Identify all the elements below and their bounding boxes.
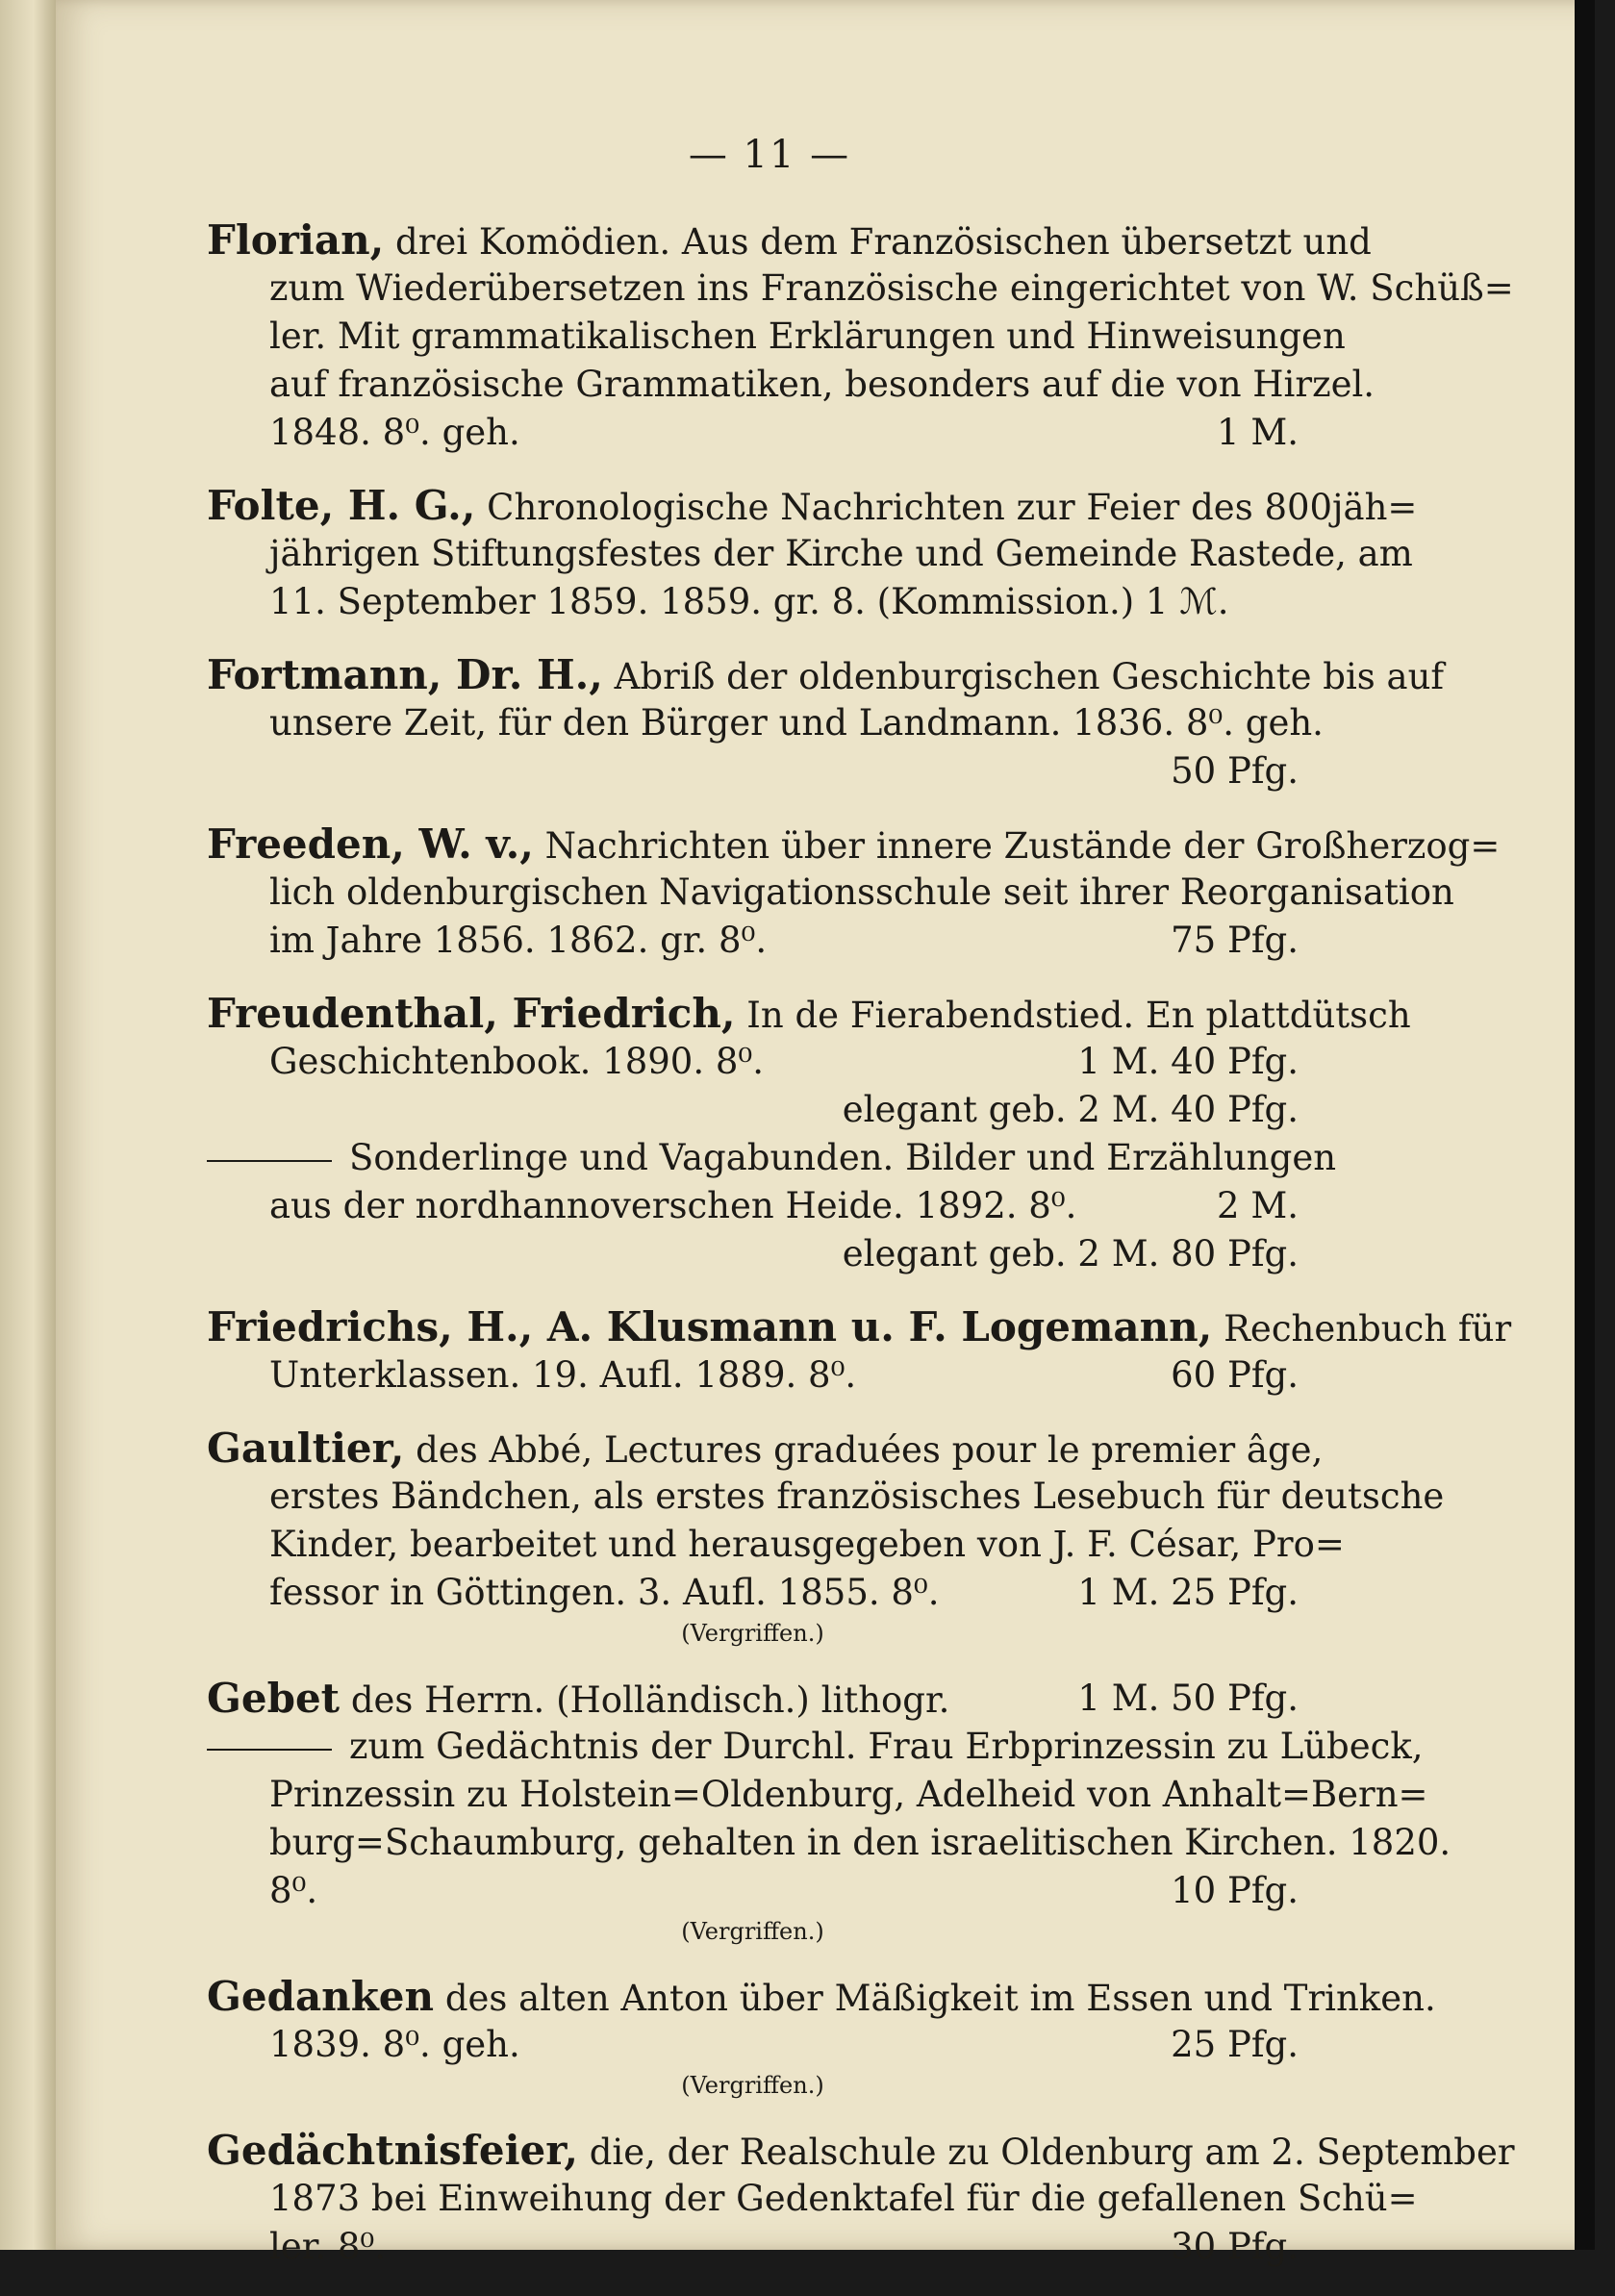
entry-text-segment xyxy=(207,1425,1324,1472)
entry-text-segment xyxy=(207,1137,1336,1178)
entry-text-segment xyxy=(207,2127,1515,2174)
entry-text: im Jahre 1856. 1862. gr. 8⁰. xyxy=(269,920,768,961)
entry-line xyxy=(207,1473,1445,1521)
entry-text-segment xyxy=(269,581,1229,622)
entry-line xyxy=(207,265,1514,313)
entry-text-segment xyxy=(269,702,1324,744)
entry-headword: Freeden, W. v., xyxy=(207,820,534,868)
entry-text-segment xyxy=(269,1569,940,1617)
out-of-print-note: (Vergriffen.) xyxy=(681,2072,824,2099)
entry-line xyxy=(207,313,1346,361)
entry-headword: Gedächtnisfeier, xyxy=(207,2127,578,2174)
entry-text: auf französische Grammatiken, besonders auf die von Hirzel. xyxy=(269,364,1375,405)
catalog-entry xyxy=(207,2127,1515,2271)
entry-text: 8⁰. xyxy=(269,1870,318,1911)
entry-text: Prinzessin zu Holstein=Oldenburg, Adelheid von Anhalt=Bern= xyxy=(269,1774,1428,1815)
catalog-entry xyxy=(207,651,1445,795)
entry-text-segment xyxy=(207,482,1418,529)
entry-text: 11. September 1859. 1859. gr. 8. (Kommission.) 1 ℳ. xyxy=(269,581,1229,622)
entry-text: Rechenbuch für xyxy=(1212,1308,1512,1350)
entry-text-segment xyxy=(269,315,1346,357)
price-label: 1 M. 40 Pfg. xyxy=(1077,1041,1299,1082)
entry-text: Abriß der oldenburgischen Geschichte bis auf xyxy=(602,656,1445,697)
entry-line xyxy=(207,578,1299,626)
entry-headword: Florian, xyxy=(207,216,385,264)
entry-text-segment xyxy=(269,2021,520,2069)
ditto-dash xyxy=(207,1749,332,1751)
entry-text-segment xyxy=(269,1476,1444,1517)
catalog-entry xyxy=(207,1425,1445,1650)
entry-line xyxy=(207,1569,1299,1617)
entry-line xyxy=(207,1351,1299,1400)
price-label: 60 Pfg. xyxy=(1171,1354,1299,1396)
entry-headword: Gaultier, xyxy=(207,1425,405,1472)
entry-line xyxy=(207,820,1501,869)
entry-text: Geschichtenbook. 1890. 8⁰. xyxy=(269,1041,764,1082)
entry-text: drei Komödien. Aus dem Französischen übersetzt und xyxy=(384,221,1372,263)
entry-line xyxy=(207,1086,1299,1134)
entry-text: 1848. 8⁰. geh. xyxy=(269,412,520,453)
entry-text-segment xyxy=(269,2223,386,2271)
entry-text: lich oldenburgischen Navigationsschule seit ihrer Reorganisation xyxy=(269,871,1454,913)
entry-line xyxy=(207,1134,1337,1182)
catalog-entry xyxy=(207,1303,1512,1400)
price-label: 2 M. xyxy=(1217,1185,1299,1226)
entry-headword: Folte, H. G., xyxy=(207,482,476,529)
entry-text-segment xyxy=(207,1973,1436,2020)
catalog-entry xyxy=(207,216,1514,457)
page-number: — 11 — xyxy=(688,133,851,177)
entry-text-segment xyxy=(269,1182,1076,1230)
entry-line xyxy=(207,1038,1299,1086)
entry-text: Sonderlinge und Vagabunden. Bilder und Erzählungen xyxy=(349,1137,1337,1178)
entry-headword: Friedrichs, H., A. Klusmann u. F. Logemann, xyxy=(207,1303,1213,1350)
entry-text-segment xyxy=(207,1675,949,1723)
entry-line xyxy=(207,869,1454,917)
entry-text: des Herrn. (Holländisch.) lithogr. xyxy=(340,1679,950,1721)
entry-text-segment xyxy=(269,871,1454,913)
entry-text-segment xyxy=(269,1822,1451,1863)
entry-line xyxy=(207,2021,1299,2069)
entry-line xyxy=(207,361,1375,409)
entry-text-segment xyxy=(269,364,1375,405)
entry-text-segment xyxy=(269,533,1413,574)
entry-text: zum Wiederübersetzen ins Französische eingerichtet von W. Schüß= xyxy=(269,267,1514,309)
entry-text-segment xyxy=(269,2178,1418,2219)
entry-text: aus der nordhannoverschen Heide. 1892. 8⁰. xyxy=(269,1185,1077,1226)
entry-line xyxy=(207,1771,1428,1819)
entry-text: des Abbé, Lectures graduées pour le premier âge, xyxy=(404,1429,1324,1471)
price-label: elegant geb. 2 M. 80 Pfg. xyxy=(842,1233,1299,1274)
entry-text: zum Gedächtnis der Durchl. Frau Erbprinzessin zu Lübeck, xyxy=(349,1726,1424,1767)
entry-headword: Fortmann, Dr. H., xyxy=(207,651,603,698)
entry-line xyxy=(207,747,1299,795)
entry-text: In de Fierabendstied. En plattdütsch xyxy=(735,995,1411,1036)
entry-line xyxy=(207,2175,1418,2223)
entry-text-segment xyxy=(207,216,1372,264)
entry-line xyxy=(207,1303,1512,1351)
catalog-entries xyxy=(207,216,1515,2296)
entry-text: Unterklassen. 19. Aufl. 1889. 8⁰. xyxy=(269,1354,857,1396)
price-label: elegant geb. 2 M. 40 Pfg. xyxy=(842,1089,1299,1130)
entry-text-segment xyxy=(207,651,1445,698)
entry-text-segment xyxy=(207,1303,1512,1350)
entry-text-segment xyxy=(269,409,520,457)
price-label: 10 Pfg. xyxy=(1171,1870,1299,1911)
entry-line xyxy=(207,2127,1515,2175)
entry-text: erstes Bändchen, als erstes französisches Lesebuch für deutsche xyxy=(269,1476,1445,1517)
entry-text: ler. 8⁰. xyxy=(269,2226,387,2267)
out-of-print-note: (Vergriffen.) xyxy=(681,1918,824,1945)
entry-text: die, der Realschule zu Oldenburg am 2. September xyxy=(577,2132,1515,2173)
entry-text: Chronologische Nachrichten zur Feier des 800jäh= xyxy=(475,487,1418,528)
price-label: 1 M. xyxy=(1217,412,1299,453)
entry-line xyxy=(207,917,1299,965)
entry-line xyxy=(207,530,1413,578)
entry-line xyxy=(207,699,1324,747)
entry-text: fessor in Göttingen. 3. Aufl. 1855. 8⁰. xyxy=(269,1572,940,1613)
entry-text-segment xyxy=(269,1867,317,1915)
entry-text: des alten Anton über Mäßigkeit im Essen und Trinken. xyxy=(434,1978,1436,2019)
ditto-dash xyxy=(207,1160,332,1162)
entry-line xyxy=(207,2223,1299,2271)
out-of-print-note: (Vergriffen.) xyxy=(681,1620,824,1647)
entry-line xyxy=(207,409,1299,457)
catalog-entry xyxy=(207,990,1411,1278)
price-label: 75 Pfg. xyxy=(1171,920,1299,961)
entry-line xyxy=(207,990,1411,1038)
entry-text: ler. Mit grammatikalischen Erklärungen und Hinweisungen xyxy=(269,315,1346,357)
entry-text: Nachrichten über innere Zustände der Großherzog= xyxy=(533,825,1501,867)
entry-headword: Freudenthal, Friedrich, xyxy=(207,990,736,1037)
entry-line xyxy=(207,1819,1451,1867)
entry-text: unsere Zeit, für den Bürger und Landmann. 1836. 8⁰. geh. xyxy=(269,702,1324,744)
entry-line xyxy=(207,216,1372,265)
entry-line xyxy=(207,1973,1436,2021)
entry-headword: Gedanken xyxy=(207,1973,435,2020)
entry-text-segment xyxy=(269,1524,1345,1565)
entry-text-segment xyxy=(269,917,767,965)
book-spine xyxy=(0,0,56,2250)
catalog-entry xyxy=(207,1675,1451,1948)
entry-text: jährigen Stiftungsfestes der Kirche und Gemeinde Rastede, am xyxy=(269,533,1413,574)
entry-text: Kinder, bearbeitet und herausgegeben von J. F. César, Pro= xyxy=(269,1524,1345,1565)
entry-text-segment xyxy=(207,1726,1424,1767)
entry-text: 1839. 8⁰. geh. xyxy=(269,2024,520,2065)
price-label: 30 Pfg. xyxy=(1171,2226,1299,2267)
entry-text-segment xyxy=(269,267,1514,309)
entry-text-segment xyxy=(207,990,1411,1037)
entry-line xyxy=(207,482,1418,530)
catalog-entry xyxy=(207,1973,1436,2102)
entry-text-segment xyxy=(269,1038,764,1086)
entry-line xyxy=(207,651,1445,699)
entry-text-segment xyxy=(207,820,1501,868)
price-label: 50 Pfg. xyxy=(1171,750,1299,792)
catalog-entry xyxy=(207,482,1418,626)
entry-text: 1873 bei Einweihung der Gedenktafel für die gefallenen Schü= xyxy=(269,2178,1418,2219)
catalog-entry xyxy=(207,820,1501,965)
entry-line xyxy=(207,1521,1345,1569)
entry-headword: Gebet xyxy=(207,1675,341,1722)
entry-line xyxy=(207,1867,1299,1915)
price-label: 1 M. 25 Pfg. xyxy=(1077,1572,1299,1613)
page-edge-shadow xyxy=(1575,0,1595,2250)
entry-line xyxy=(207,1425,1324,1473)
entry-line xyxy=(207,1230,1299,1278)
entry-line xyxy=(207,1675,1299,1723)
price-label: 25 Pfg. xyxy=(1171,2024,1299,2065)
entry-text-segment xyxy=(269,1351,856,1400)
entry-text-segment xyxy=(269,1774,1428,1815)
price-label: 1 M. 50 Pfg. xyxy=(1077,1678,1299,1719)
entry-text: burg=Schaumburg, gehalten in den israelitischen Kirchen. 1820. xyxy=(269,1822,1451,1863)
entry-line xyxy=(207,1723,1424,1771)
entry-line xyxy=(207,1182,1299,1230)
